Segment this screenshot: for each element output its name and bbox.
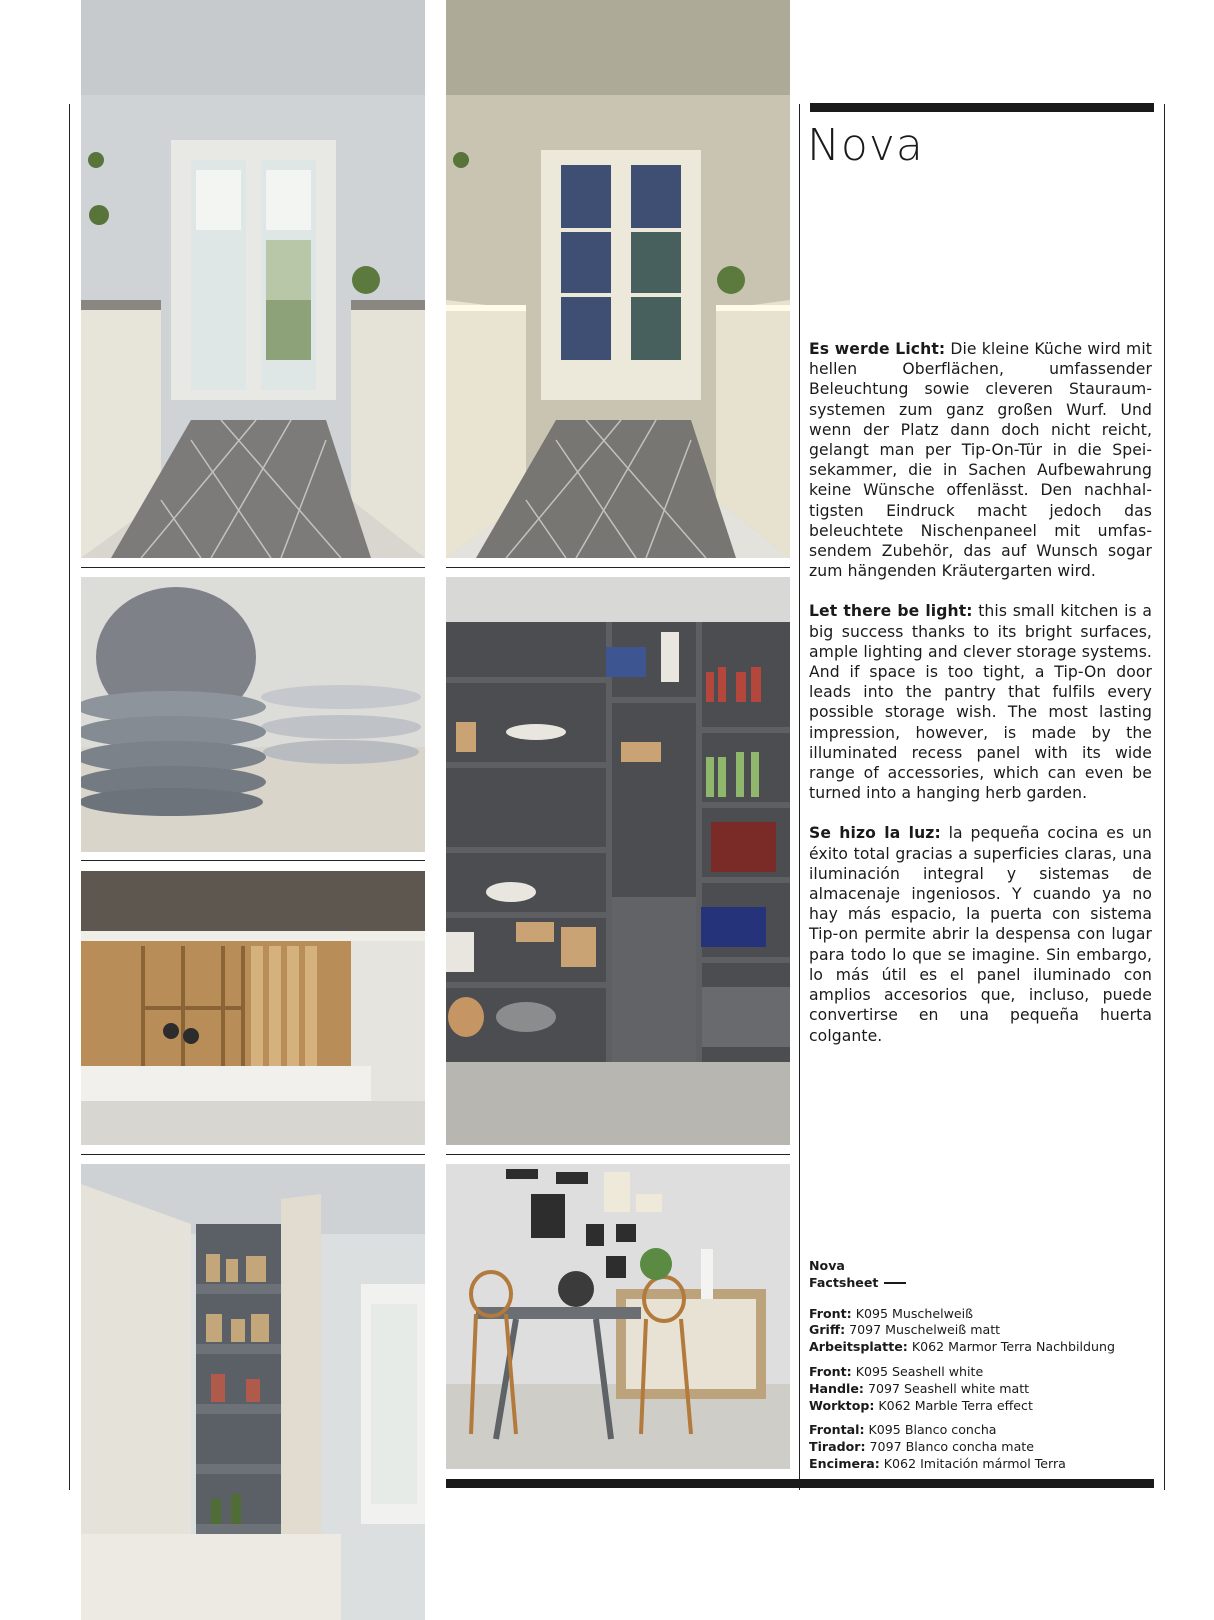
drawer-photo [81, 871, 425, 1145]
fact-key: Arbeitsplatte: [809, 1339, 908, 1355]
separator [81, 567, 425, 568]
fact-key: Encimera: [809, 1455, 880, 1471]
text-german: Die kleine Küche wird mit hellen Oberflächen, umfassender Beleuchtung sowie cleveren Stauraumsystemen zum ganz großen Wurf. Und wenn der Platz dann doch nicht reicht, gelangt man per Tip-On-Tür in die Speisekammer, die in Sachen Aufbewahrung keine Wünsche offenlässt. Den nachhaltigsten Eindruck macht jedoch das beleuchtete Nischenpaneel mit umfassendem Zubehör, das auf Wunsch sogar zum hängenden Kräutergarten wird. [809, 340, 1152, 581]
pantry-photo [446, 577, 790, 1145]
text-column-left-line [799, 104, 800, 1490]
fact-row [809, 1422, 1159, 1439]
separator [446, 567, 790, 568]
larder-photo [81, 1164, 425, 1620]
fact-row [809, 1339, 1159, 1356]
fact-row [809, 1306, 1159, 1323]
kitchen-evening-photo [446, 0, 790, 558]
separator [81, 860, 425, 861]
fact-key: Tirador: [809, 1439, 866, 1455]
fact-value: K095 Blanco concha [868, 1422, 997, 1438]
bottom-rule [446, 1479, 1154, 1488]
right-frame-line [1164, 104, 1165, 1490]
factsheet-group-spanish [809, 1422, 1159, 1472]
factsheet-name: Nova [809, 1258, 845, 1273]
paragraph-english [809, 601, 1152, 803]
factsheet-group-english [809, 1364, 1159, 1414]
factsheet [809, 1258, 1159, 1473]
factsheet-group-german [809, 1306, 1159, 1356]
left-frame-line [69, 104, 70, 1490]
fact-row [809, 1398, 1159, 1415]
dash-divider [884, 1282, 906, 1284]
separator [446, 1154, 790, 1155]
fact-value: K062 Marble Terra effect [878, 1397, 1033, 1413]
paragraph-spanish [809, 823, 1152, 1045]
fact-value: K095 Seashell white [855, 1363, 984, 1379]
article-body [809, 339, 1152, 1066]
fact-value: K062 Marmor Terra Nachbildung [911, 1339, 1115, 1355]
paragraph-german [809, 339, 1152, 581]
kitchen-daylight-photo [81, 0, 425, 558]
top-title-rule [810, 103, 1154, 112]
fact-value: 7097 Blanco concha mate [869, 1439, 1034, 1455]
fact-value: K062 Imitación mármol Terra [883, 1455, 1066, 1471]
fact-value: 7097 Muschelweiß matt [849, 1322, 1001, 1338]
fact-row [809, 1364, 1159, 1381]
plates-photo [81, 577, 425, 852]
lead-english: Let there be light: [809, 602, 973, 621]
fact-value: K095 Muschelweiß [855, 1305, 974, 1321]
fact-row [809, 1322, 1159, 1339]
text-english: this small kitchen is a big success thanks to its bright surfaces, ample lighting and clever storage systems. And if space is too tight, a Tip-On door leads into the pantry that fulfils every possible storage wish. The most lasting impression, however, is made by the illuminated recess panel with its wide range of accessories, which can even be turned into a hanging herb garden. [809, 602, 1152, 803]
fact-row [809, 1456, 1159, 1473]
fact-key: Frontal: [809, 1422, 865, 1438]
fact-row [809, 1381, 1159, 1398]
lead-spanish: Se hizo la luz: [809, 824, 941, 843]
factsheet-label: Factsheet [809, 1274, 879, 1290]
factsheet-label-row [809, 1275, 1159, 1292]
fact-key: Front: [809, 1363, 852, 1379]
page-title: Nova [807, 120, 924, 171]
fact-key: Worktop: [809, 1397, 875, 1413]
separator [81, 1154, 425, 1155]
fact-value: 7097 Seashell white matt [867, 1380, 1030, 1396]
dining-photo [446, 1164, 790, 1469]
fact-key: Front: [809, 1305, 852, 1321]
lead-german: Es werde Licht: [809, 340, 946, 358]
fact-key: Handle: [809, 1380, 864, 1396]
fact-key: Griff: [809, 1322, 846, 1338]
fact-row [809, 1439, 1159, 1456]
text-spanish: la pequeña cocina es un éxito total gracias a superficies claras, una iluminación integral y sistemas de almacenaje ingeniosos. Y cuando ya no hay más espacio, la puerta con sistema Tip-on permite abrir la despensa con lugar para todo lo que se imagine. Sin embargo, lo más útil es el panel iluminado con amplios accesorios que, incluso, puede convertirse en una pequeña huerta colgante. [809, 824, 1152, 1045]
